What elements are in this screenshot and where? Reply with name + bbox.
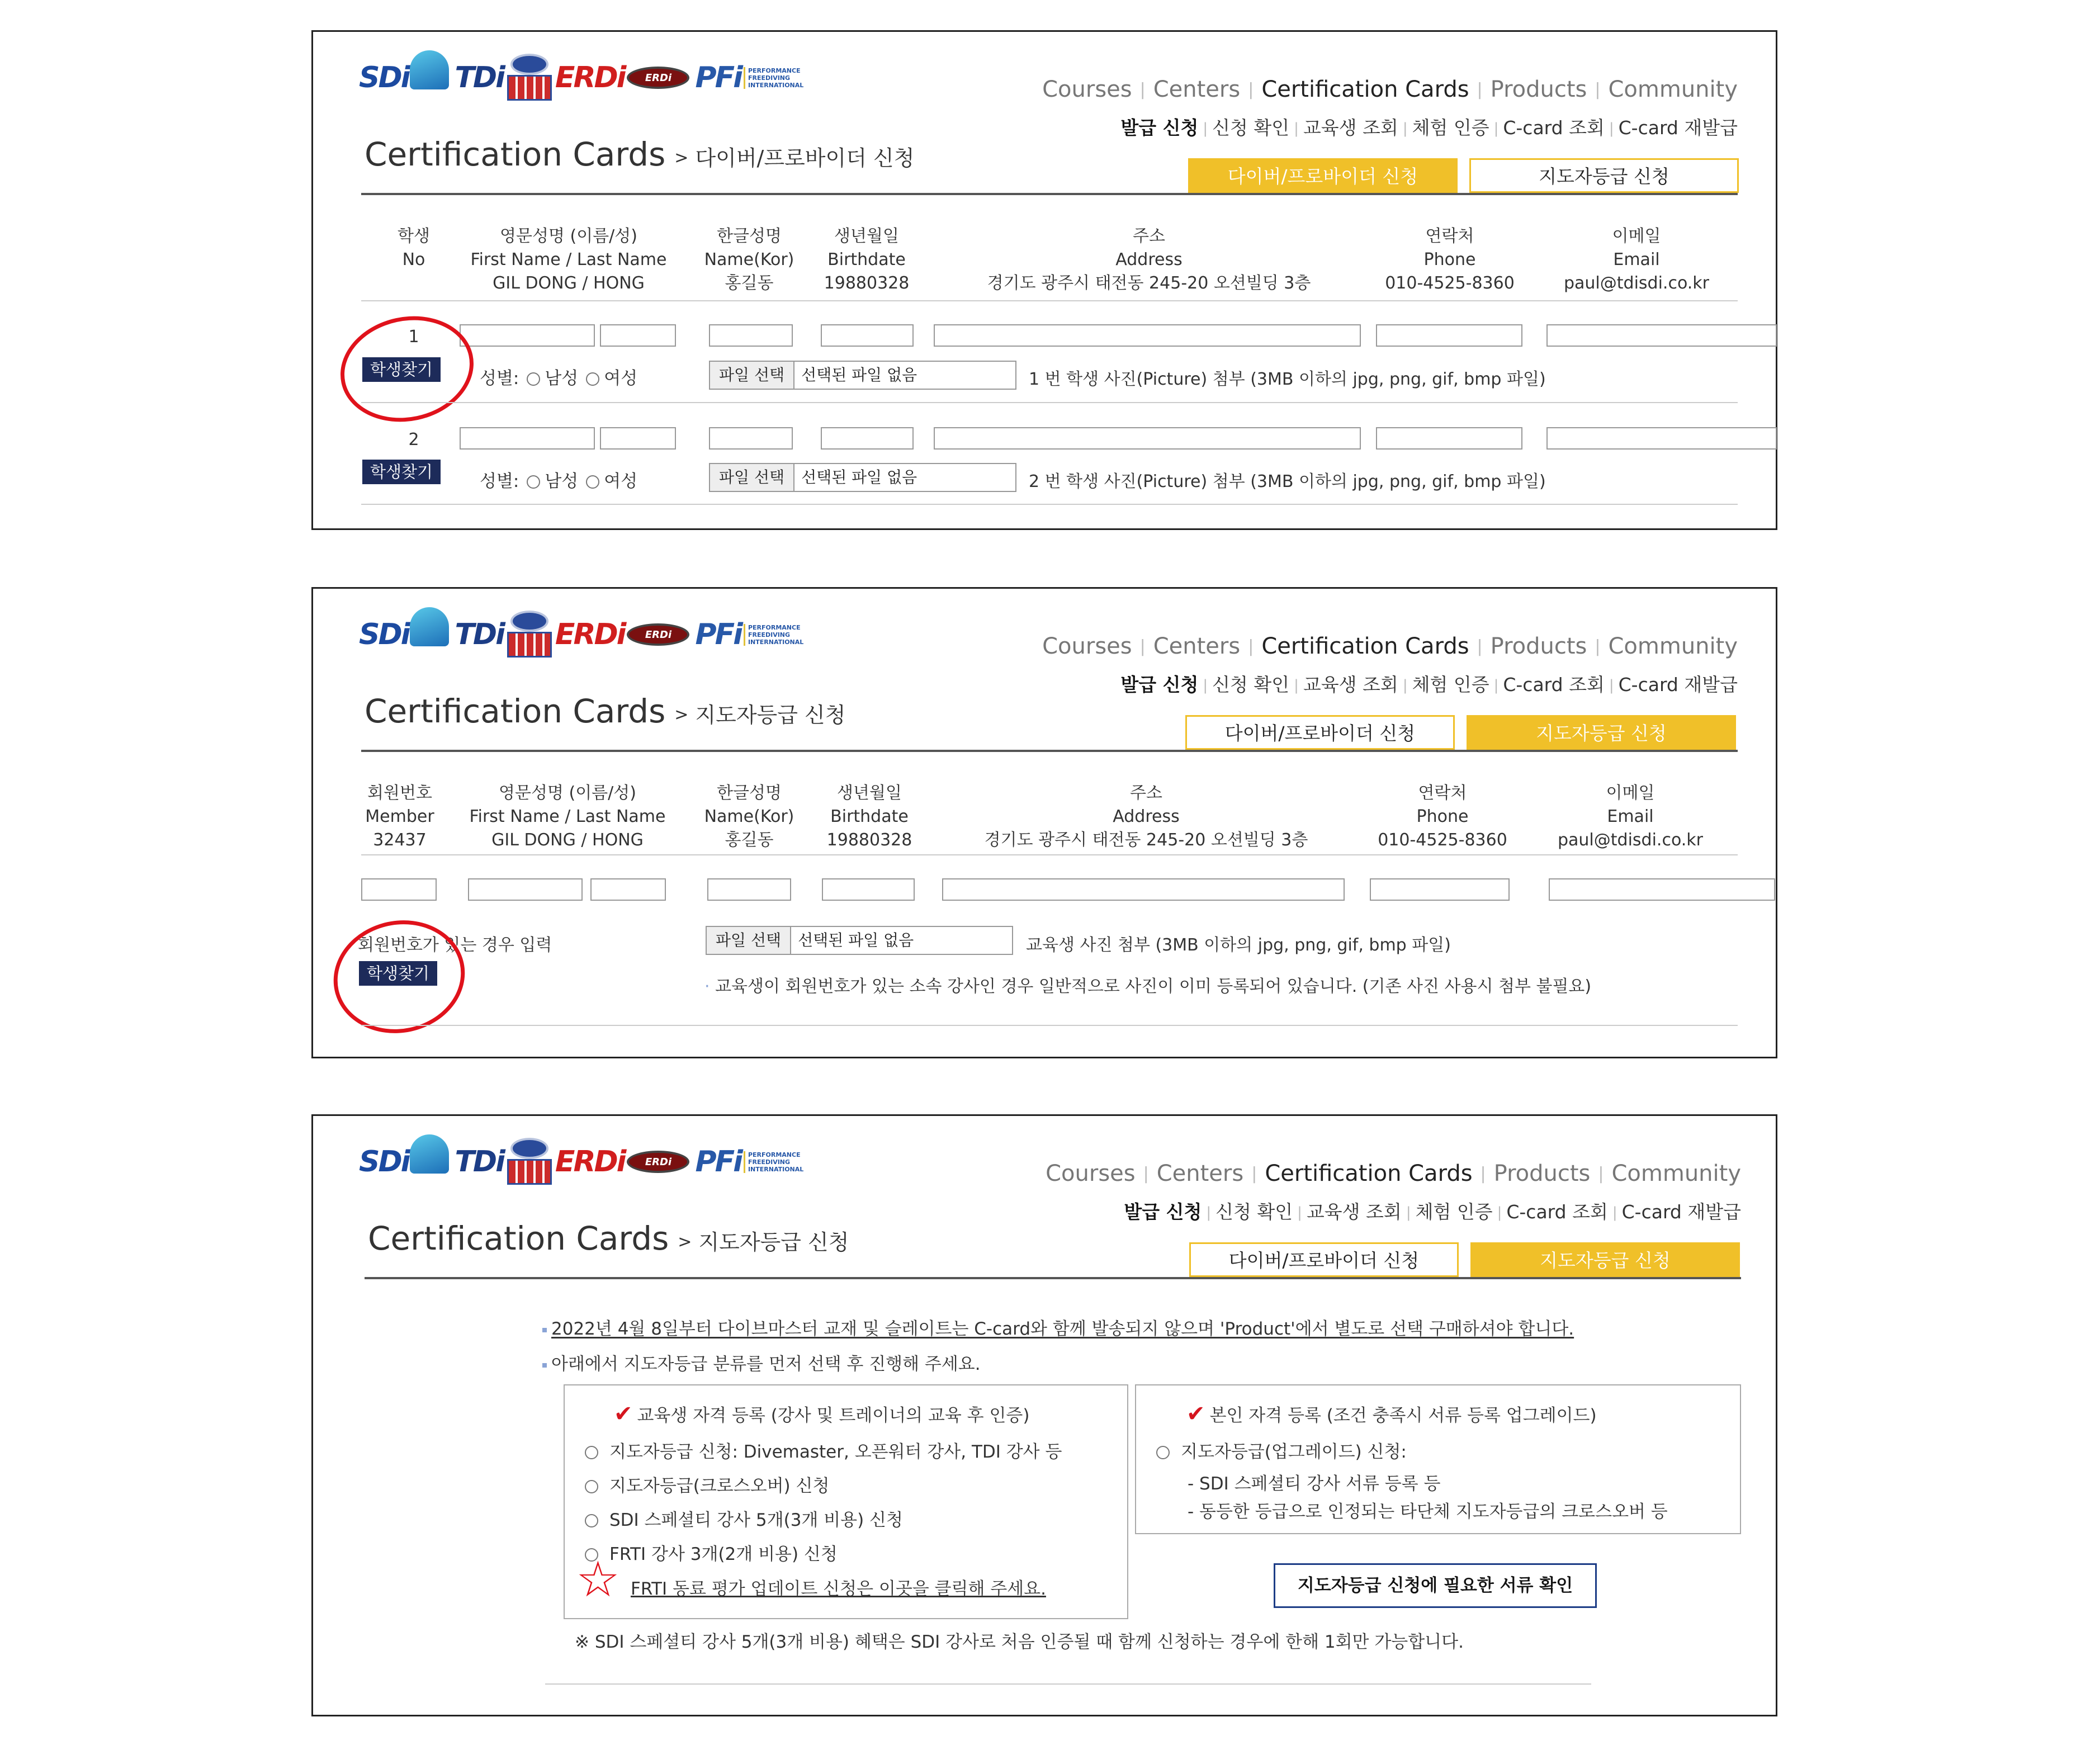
tab-instructor[interactable]: 지도자등급 신청 xyxy=(1467,715,1736,750)
tdi-logo: TDi xyxy=(455,618,504,651)
tab-diver-provider[interactable]: 다이버/프로바이더 신청 xyxy=(1185,715,1455,750)
header-student-no: 학생 No xyxy=(398,226,430,269)
row-number: 2 xyxy=(408,430,419,450)
sdi-logo: SDi xyxy=(359,61,409,94)
info-note: · 교육생이 회원번호가 있는 소속 강사인 경우 일반적으로 사진이 이미 등록되어 있습니다. (기존 사진 사용시 첨부 불필요) xyxy=(704,977,1592,996)
birthdate-input[interactable] xyxy=(821,427,914,450)
subnav-ccard-lookup[interactable]: C-card 조회 xyxy=(1503,117,1605,139)
subnav-ccard-reissue[interactable]: C-card 재발급 xyxy=(1621,1201,1741,1223)
divider xyxy=(361,504,1738,505)
tab-instructor[interactable]: 지도자등급 신청 xyxy=(1470,1242,1740,1277)
header-email: 이메일 Email paul@tdisdi.co.kr xyxy=(1557,783,1704,850)
option-upgrade-apply[interactable]: 지도자등급(업그레이드) 신청: xyxy=(1156,1437,1407,1463)
radio-button[interactable] xyxy=(585,1480,598,1493)
subnav-check[interactable]: 신청 확인 xyxy=(1212,674,1290,696)
male-label: 남성 xyxy=(545,368,579,389)
pfi-subtitle: PERFORMANCE FREEDIVING INTERNATIONAL xyxy=(744,1151,810,1173)
header-birthdate: 생년월일 Birthdate 19880328 xyxy=(826,783,912,850)
divider xyxy=(361,300,1738,301)
top-nav: Courses | Centers | Certification Cards | Products | Community xyxy=(1046,1161,1741,1186)
sub-nav: 발급 신청 | 신청 확인 | 교육생 조회 | 체험 인증 | C-card 조회 | C-card 재발급 xyxy=(1120,674,1738,696)
pfi-subtitle: PERFORMANCE FREEDIVING INTERNATIONAL xyxy=(744,67,810,89)
member-number-note: 회원번호가 있는 경우 입력 xyxy=(358,935,552,955)
star-annotation-icon: ☆ xyxy=(576,1550,620,1608)
tab-instructor[interactable]: 지도자등급 신청 xyxy=(1469,158,1739,193)
last-name-input[interactable] xyxy=(600,324,676,347)
red-circle-annotation xyxy=(330,304,483,434)
nav-certification-cards[interactable]: Certification Cards xyxy=(1265,1161,1473,1186)
subnav-check[interactable]: 신청 확인 xyxy=(1215,1201,1293,1223)
top-nav: Courses | Centers | Certification Cards | Products | Community xyxy=(1042,633,1738,659)
female-label: 여성 xyxy=(604,368,638,389)
subnav-experience[interactable]: 체험 인증 xyxy=(1412,674,1489,696)
panel-diver-application xyxy=(311,30,1777,530)
address-input[interactable] xyxy=(942,878,1345,901)
upgrade-detail-2: - 동등한 등급으로 인정되는 타단체 지도자등급의 크로스오버 등 xyxy=(1188,1502,1668,1522)
photo-file-input[interactable] xyxy=(709,361,1016,390)
gender-label: 성별: xyxy=(480,368,519,389)
self-registration-title: ✔ 본인 자격 등록 (조건 충족시 서류 등록 업그레이드) xyxy=(1186,1401,1597,1427)
chevron-right-icon: > xyxy=(678,1232,692,1252)
korean-name-input[interactable] xyxy=(709,427,793,450)
file-select-button[interactable]: 파일 선택 xyxy=(707,927,791,954)
file-status: 선택된 파일 없음 xyxy=(798,931,914,949)
find-student-button[interactable]: 학생찾기 xyxy=(362,357,441,382)
photo-note: 교육생 사진 첨부 (3MB 이하의 jpg, png, gif, bmp 파일) xyxy=(1026,935,1451,955)
chevron-right-icon: > xyxy=(674,148,689,168)
crest-icon xyxy=(506,1138,553,1186)
pfi-subtitle: PERFORMANCE FREEDIVING INTERNATIONAL xyxy=(744,624,810,646)
divider xyxy=(361,193,1738,195)
find-student-button[interactable]: 학생찾기 xyxy=(359,961,437,986)
header-korean-name: 한글성명 Name(Kor) 홍길동 xyxy=(704,783,794,850)
korean-name-input[interactable] xyxy=(709,324,793,347)
bullet-icon xyxy=(542,1363,547,1368)
page-title xyxy=(365,692,845,730)
top-nav: Courses | Centers | Certification Cards | Products | Community xyxy=(1042,77,1738,102)
subnav-ccard-lookup[interactable]: C-card 조회 xyxy=(1503,674,1605,696)
file-status: 선택된 파일 없음 xyxy=(801,366,917,384)
subnav-ccard-reissue[interactable]: C-card 재발급 xyxy=(1618,117,1738,139)
subnav-experience[interactable]: 체험 인증 xyxy=(1415,1201,1493,1223)
breadcrumb: 지도자등급 신청 xyxy=(695,703,846,727)
option-frti[interactable]: FRTI 강사 3개(2개 비용) 신청 xyxy=(585,1540,838,1565)
nav-centers[interactable]: Centers xyxy=(1156,1161,1244,1186)
erdi-logo: ERDi xyxy=(555,1145,625,1179)
member-number-input[interactable] xyxy=(361,878,437,901)
header-phone: 연락처 Phone 010-4525-8360 xyxy=(1378,783,1507,850)
file-select-button[interactable]: 파일 선택 xyxy=(710,362,794,389)
brand-logos[interactable] xyxy=(359,1134,810,1190)
tdi-logo: TDi xyxy=(455,1145,504,1179)
required-documents-button[interactable]: 지도자등급 신청에 필요한 서류 확인 xyxy=(1274,1563,1597,1608)
male-label: 남성 xyxy=(545,471,579,491)
subnav-student[interactable]: 교육생 조회 xyxy=(1303,117,1398,139)
crest-icon xyxy=(506,54,553,102)
student-registration-title: ✔ 교육생 자격 등록 (강사 및 트레이너의 교육 후 인증) xyxy=(614,1401,1030,1427)
birthdate-input[interactable] xyxy=(822,878,915,901)
male-radio[interactable] xyxy=(527,475,540,489)
male-radio[interactable] xyxy=(527,372,540,386)
crest-icon xyxy=(506,611,553,659)
option-sdi-specialty[interactable]: SDI 스페셜티 강사 5개(3개 비용) 신청 xyxy=(585,1506,903,1531)
subnav-ccard-reissue[interactable]: C-card 재발급 xyxy=(1618,674,1738,696)
nav-courses[interactable]: Courses xyxy=(1042,77,1132,102)
nav-community[interactable]: Community xyxy=(1608,633,1738,659)
first-name-input[interactable] xyxy=(460,427,595,450)
checkmark-icon: ✔ xyxy=(614,1401,633,1427)
notice-product[interactable]: 2022년 4월 8일부터 다이브마스터 교재 및 슬레이트는 C-card와 함께 발송되지 않으며 'Product'에서 별도로 선택 구매하셔야 합니다. xyxy=(542,1314,1574,1340)
chevron-right-icon: > xyxy=(674,705,689,725)
radio-button[interactable] xyxy=(1156,1446,1170,1459)
email-input[interactable] xyxy=(1546,324,1777,347)
header-member-no: 회원번호 Member 32437 xyxy=(365,783,434,850)
sub-nav: 발급 신청 | 신청 확인 | 교육생 조회 | 체험 인증 | C-card 조회 | C-card 재발급 xyxy=(1124,1201,1741,1223)
option-instructor-apply[interactable]: 지도자등급 신청: Divemaster, 오픈워터 강사, TDI 강사 등 xyxy=(585,1437,1062,1463)
upgrade-detail-1: - SDI 스페셜티 강사 서류 등록 등 xyxy=(1188,1474,1441,1494)
find-student-button[interactable]: 학생찾기 xyxy=(362,460,441,484)
page-title xyxy=(365,135,914,173)
photo-file-input[interactable] xyxy=(709,463,1016,492)
subnav-experience[interactable]: 체험 인증 xyxy=(1412,117,1489,139)
divider xyxy=(545,1683,1591,1685)
pfi-logo: PFi xyxy=(695,1145,741,1179)
brand-logos[interactable] xyxy=(359,50,810,106)
erdi-badge-icon: ERDi xyxy=(627,623,689,646)
subnav-issue[interactable]: 발급 신청 xyxy=(1120,674,1199,696)
korean-name-input[interactable] xyxy=(707,878,791,901)
breadcrumb: 다이버/프로바이더 신청 xyxy=(695,146,915,171)
subnav-ccard-lookup[interactable]: C-card 조회 xyxy=(1506,1201,1608,1223)
first-name-input[interactable] xyxy=(460,324,595,347)
nav-products[interactable]: Products xyxy=(1490,77,1587,102)
sdi-logo: SDi xyxy=(359,618,409,651)
tdi-logo: TDi xyxy=(455,61,504,94)
header-english-name: 영문성명 (이름/성) First Name / Last Name GIL DONG / HONG xyxy=(470,226,667,293)
nav-certification-cards[interactable]: Certification Cards xyxy=(1261,77,1469,102)
bullet-icon xyxy=(542,1328,547,1332)
first-name-input[interactable] xyxy=(468,878,583,901)
radio-button[interactable] xyxy=(585,1446,598,1459)
erdi-logo: ERDi xyxy=(555,618,625,651)
phone-input[interactable] xyxy=(1370,878,1510,901)
wave-icon xyxy=(410,1134,449,1174)
nav-centers[interactable]: Centers xyxy=(1153,77,1241,102)
header-email: 이메일 Email paul@tdisdi.co.kr xyxy=(1563,226,1710,293)
subnav-check[interactable]: 신청 확인 xyxy=(1212,117,1290,139)
divider xyxy=(361,750,1738,752)
nav-courses[interactable]: Courses xyxy=(1046,1161,1136,1186)
checkmark-icon: ✔ xyxy=(1186,1401,1205,1427)
file-status: 선택된 파일 없음 xyxy=(801,468,917,486)
brand-logos[interactable] xyxy=(359,607,810,663)
title-text: Certification Cards xyxy=(365,692,666,730)
address-input[interactable] xyxy=(934,427,1361,450)
female-radio[interactable] xyxy=(586,372,599,386)
header-address: 주소 Address 경기도 광주시 태전동 245-20 오션빌딩 3층 xyxy=(984,783,1308,850)
female-radio[interactable] xyxy=(586,475,599,489)
photo-note: 1 번 학생 사진(Picture) 첨부 (3MB 이하의 jpg, png, gif, bmp 파일) xyxy=(1029,370,1546,389)
gender-selector xyxy=(480,467,637,492)
last-name-input[interactable] xyxy=(590,878,666,901)
nav-community[interactable]: Community xyxy=(1608,77,1738,102)
tab-diver-provider[interactable]: 다이버/프로바이더 신청 xyxy=(1188,158,1458,193)
female-label: 여성 xyxy=(604,471,638,491)
specialty-footnote: ※ SDI 스페셜티 강사 5개(3개 비용) 혜택은 SDI 강사로 처음 인증될 때 함께 신청하는 경우에 한해 1회만 가능합니다. xyxy=(575,1632,1464,1652)
breadcrumb: 지도자등급 신청 xyxy=(698,1230,849,1255)
row-number: 1 xyxy=(408,327,419,347)
subnav-issue[interactable]: 발급 신청 xyxy=(1124,1201,1202,1223)
header-korean-name: 한글성명 Name(Kor) 홍길동 xyxy=(704,226,794,293)
gender-label: 성별: xyxy=(480,471,519,491)
nav-courses[interactable]: Courses xyxy=(1042,633,1132,659)
file-select-button[interactable]: 파일 선택 xyxy=(710,464,794,491)
subnav-student[interactable]: 교육생 조회 xyxy=(1303,674,1398,696)
option-crossover-apply[interactable]: 지도자등급(크로스오버) 신청 xyxy=(585,1472,829,1497)
wave-icon xyxy=(410,50,449,89)
wave-icon xyxy=(410,607,449,646)
erdi-logo: ERDi xyxy=(555,61,625,94)
header-address: 주소 Address 경기도 광주시 태전동 245-20 오션빌딩 3층 xyxy=(987,226,1311,293)
title-text: Certification Cards xyxy=(368,1219,669,1257)
nav-centers[interactable]: Centers xyxy=(1153,633,1241,659)
sub-nav: 발급 신청 | 신청 확인 | 교육생 조회 | 체험 인증 | C-card 조회 | C-card 재발급 xyxy=(1120,117,1738,139)
pfi-logo: PFi xyxy=(695,618,741,651)
subnav-issue[interactable]: 발급 신청 xyxy=(1120,117,1199,139)
title-text: Certification Cards xyxy=(365,135,666,173)
last-name-input[interactable] xyxy=(600,427,676,450)
tab-diver-provider[interactable]: 다이버/프로바이더 신청 xyxy=(1189,1242,1459,1277)
header-birthdate: 생년월일 Birthdate 19880328 xyxy=(824,226,910,293)
header-english-name: 영문성명 (이름/성) First Name / Last Name GIL DONG / HONG xyxy=(469,783,666,850)
notice-select-category: 아래에서 지도자등급 분류를 먼저 선택 후 진행해 주세요. xyxy=(542,1350,981,1375)
email-input[interactable] xyxy=(1546,427,1777,450)
nav-products[interactable]: Products xyxy=(1490,633,1587,659)
email-input[interactable] xyxy=(1549,878,1775,901)
divider xyxy=(361,402,1738,403)
birthdate-input[interactable] xyxy=(821,324,914,347)
divider xyxy=(365,1277,1741,1279)
panel-instructor-category xyxy=(311,1114,1777,1716)
erdi-badge-icon: ERDi xyxy=(627,1151,689,1173)
radio-button[interactable] xyxy=(585,1514,598,1527)
divider xyxy=(361,854,1738,855)
pfi-logo: PFi xyxy=(695,61,741,94)
panel-instructor-application xyxy=(311,587,1777,1058)
photo-note: 2 번 학생 사진(Picture) 첨부 (3MB 이하의 jpg, png, gif, bmp 파일) xyxy=(1029,472,1546,491)
phone-input[interactable] xyxy=(1376,324,1522,347)
divider xyxy=(361,1025,1738,1026)
photo-file-input[interactable] xyxy=(706,926,1013,955)
nav-products[interactable]: Products xyxy=(1493,1161,1591,1186)
nav-community[interactable]: Community xyxy=(1611,1161,1741,1186)
header-phone: 연락처 Phone 010-4525-8360 xyxy=(1385,226,1515,293)
erdi-badge-icon: ERDi xyxy=(627,67,689,89)
frti-update-link[interactable]: FRTI 동료 평가 업데이트 신청은 이곳을 클릭해 주세요. xyxy=(631,1579,1046,1599)
gender-selector xyxy=(480,364,637,389)
subnav-student[interactable]: 교육생 조회 xyxy=(1306,1201,1402,1223)
address-input[interactable] xyxy=(934,324,1361,347)
page-title xyxy=(368,1219,849,1257)
phone-input[interactable] xyxy=(1376,427,1522,450)
sdi-logo: SDi xyxy=(359,1145,409,1179)
nav-certification-cards[interactable]: Certification Cards xyxy=(1261,633,1469,659)
